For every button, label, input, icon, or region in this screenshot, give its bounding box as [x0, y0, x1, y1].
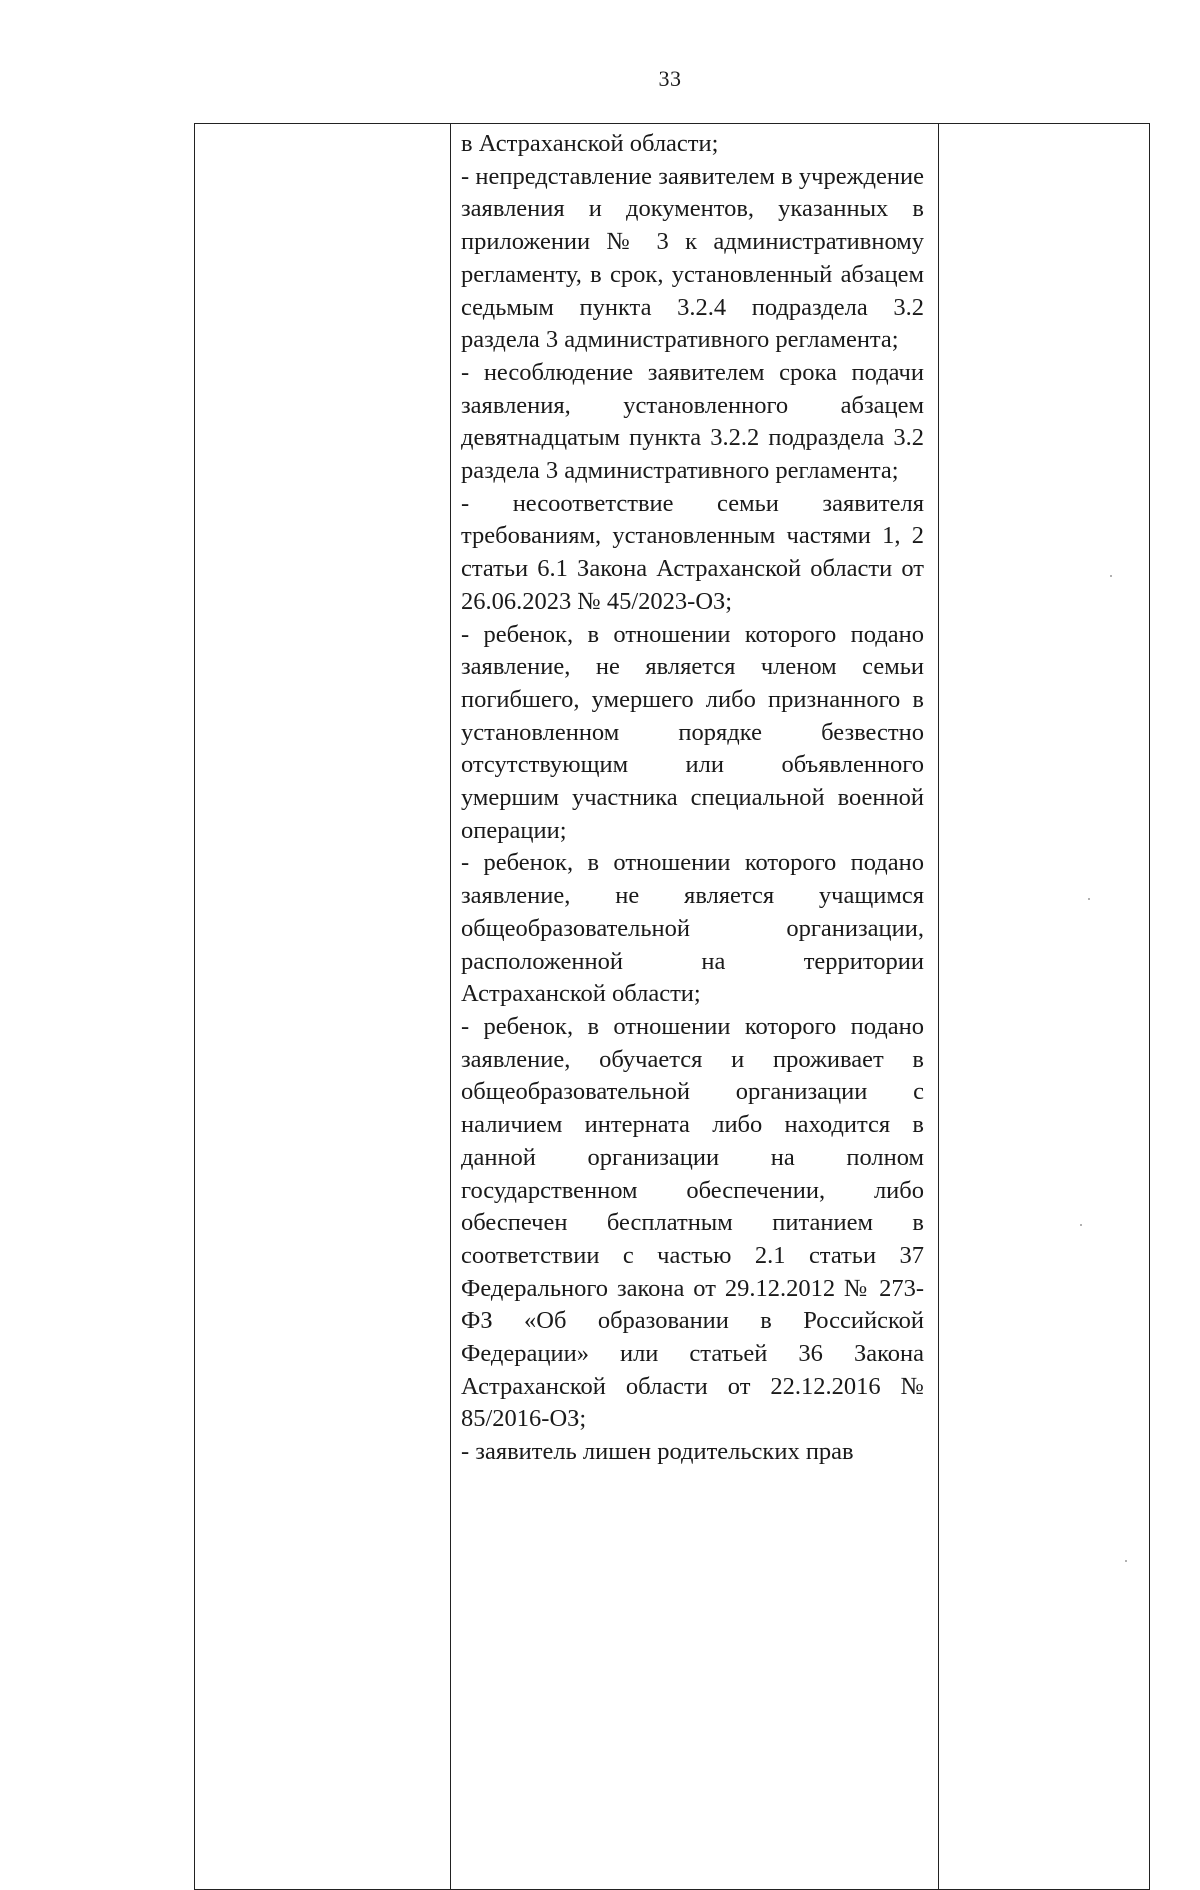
paragraph-documents-not-submitted: - непредставление заявителем в учреждение заявления и документов, указанных в приложении № 3 к административному регламенту, в срок, установленный абзацем седьмым пункта 3.2.4 подраздела 3.2 раздела 3 административного регламента; — [461, 162, 924, 354]
table-cell-left — [195, 124, 451, 1889]
paragraph-deadline-not-met: - несоблюдение заявителем срока подачи заявления, установленного абзацем девятнадцатым пункта 3.2.2 подраздела 3.2 раздела 3 административного регламента; — [461, 358, 924, 485]
scan-speck — [1125, 1560, 1127, 1562]
paragraph-not-student: - ребенок, в отношении которого подано заявление, не является учащимся общеобразовательной организации, расположенной на территории Астраханской области; — [461, 849, 924, 1008]
paragraph-parental-rights: - заявитель лишен родительских прав — [461, 1438, 854, 1466]
scan-speck — [1080, 1224, 1082, 1226]
table-cell-middle — [451, 124, 939, 1889]
paragraph-not-family-member: - ребенок, в отношении которого подано заявление, не является членом семьи погибшего, умершего либо признанного в установленном порядке безвестно отсутствующим или объявленного умершим участника специальной военной операции; — [461, 620, 924, 844]
page-number: 33 — [658, 66, 682, 91]
scan-speck — [1110, 575, 1112, 577]
scan-speck — [1088, 898, 1090, 900]
paragraph-family-requirements: - несоответствие семьи заявителя требованиям, установленным частями 1, 2 статьи 6.1 Закона Астраханской области от 26.06.2023 № 45/2023-ОЗ; — [461, 489, 924, 615]
paragraph-region-tail: в Астраханской области; — [461, 130, 719, 157]
table-cell-right — [939, 124, 1149, 1889]
paragraph-boarding-or-free-meals: - ребенок, в отношении которого подано заявление, обучается и проживает в общеобразовательной организации с наличием интерната либо находится в данной организации на полном государственном обеспечении, либо обеспечен бесплатным питанием в соответствии с частью 2.1 статьи 37 Федерального закона от 29.12.2012 № 273-ФЗ «Об образовании в Российской Федерации» или статьей 36 Закона Астраханской области от 22.12.2016 № 85/2016-ОЗ; — [461, 1012, 924, 1433]
document-table — [194, 123, 1150, 1890]
